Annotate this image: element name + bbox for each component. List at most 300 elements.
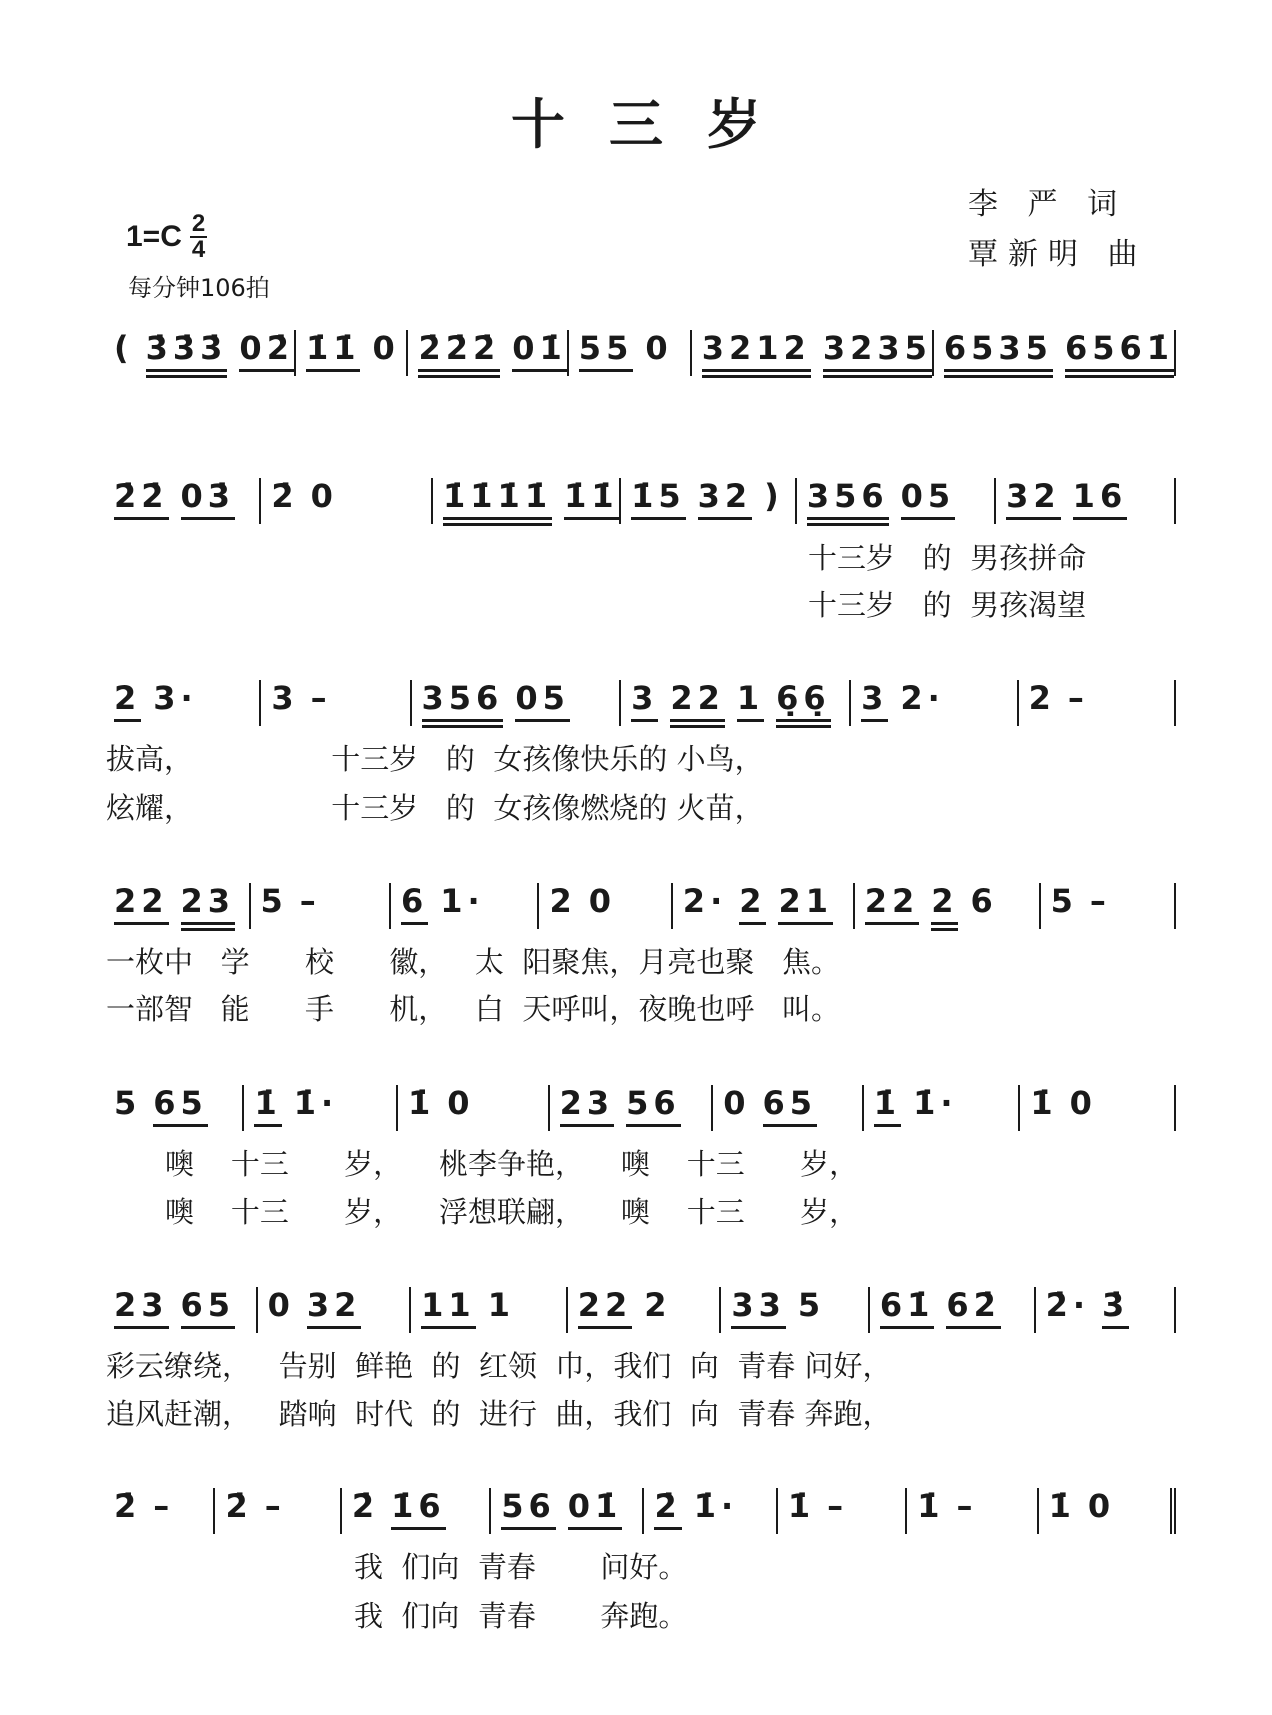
notes: 6: [970, 882, 998, 920]
beam-underline: [560, 1085, 615, 1127]
beam-underline: [422, 680, 504, 722]
measure: [251, 883, 391, 929]
measure: [215, 1488, 341, 1534]
note-group: [352, 1488, 379, 1524]
note-group: [1051, 883, 1078, 919]
notes: ): [764, 477, 784, 515]
notes: 3: [861, 679, 889, 717]
notes: 5: [260, 882, 288, 920]
beam-underline: [1073, 478, 1128, 520]
key-signature: [126, 212, 207, 262]
note-group: [698, 478, 753, 520]
beam-underline: [306, 330, 361, 372]
notes: 65: [180, 1286, 236, 1324]
notes: 2: [1028, 679, 1056, 717]
beam-underline: [763, 1085, 818, 1127]
beam-underline: [737, 680, 764, 722]
note-group: [408, 1085, 435, 1121]
note-group: [146, 330, 228, 378]
notes: 33: [731, 1286, 786, 1324]
note-group: [440, 883, 484, 919]
notes: 65: [153, 1084, 208, 1122]
note-group: [589, 883, 616, 919]
measure: [433, 478, 621, 524]
note-group: [114, 1287, 169, 1329]
note-group: [1006, 478, 1061, 520]
notes: 32: [697, 477, 753, 515]
notes: 1̇: [873, 1084, 902, 1122]
note-group: [401, 883, 428, 925]
note-group: [900, 680, 944, 716]
beam-underline: [1065, 330, 1174, 372]
beam-underline: [146, 330, 228, 378]
beam-underline: [944, 330, 1053, 372]
note-group: [114, 330, 134, 366]
staff-line: [104, 1488, 1176, 1548]
beam-underline: [578, 1287, 633, 1329]
beam-underline: [823, 330, 932, 372]
notes: 0: [1087, 1487, 1116, 1525]
note-group: [560, 1085, 615, 1127]
beam-underline: [515, 680, 570, 722]
beam-underline: [931, 883, 958, 931]
beam-underline: [254, 1085, 281, 1127]
note-group: [271, 478, 298, 514]
note-group: [626, 1085, 681, 1127]
note-group: [739, 883, 766, 925]
notes: –: [956, 1487, 978, 1525]
notes: 5: [797, 1286, 826, 1324]
measure: [539, 883, 672, 929]
notes: 1̇1̇1̇1̇: [443, 477, 553, 515]
note-group: [723, 1085, 750, 1121]
measure: [1019, 680, 1176, 726]
beam-underline: [114, 680, 141, 722]
beam-underline: [807, 478, 889, 520]
measure: [261, 478, 433, 524]
notes: 0: [588, 882, 616, 920]
notes: –: [827, 1487, 849, 1525]
staff-line: [104, 330, 1176, 390]
notes: –: [1089, 882, 1111, 920]
note-group: [788, 1488, 815, 1524]
measure: [934, 330, 1176, 376]
lyric-verse-2: 炫耀， 十三岁 的 女孩像燃烧的 火苗，: [106, 791, 764, 825]
note-group: [391, 1488, 446, 1530]
measure: [412, 680, 622, 726]
notes: 16: [1072, 477, 1128, 515]
note-group: [1088, 1488, 1115, 1524]
note-group: [1049, 1488, 1076, 1524]
notes: 2: [931, 882, 959, 920]
notes: 23: [114, 1286, 169, 1324]
beam-underline: [698, 478, 753, 520]
beam-underline: [1065, 330, 1174, 378]
beam-underline: [880, 1287, 935, 1329]
measure: [391, 883, 540, 929]
note-group: [578, 1287, 633, 1329]
note-group: [778, 883, 833, 925]
notes: 0: [267, 1286, 295, 1324]
beam-underline: [702, 330, 811, 378]
key-label: 1=C: [126, 220, 182, 253]
note-group: [311, 680, 332, 716]
note-group: [372, 330, 399, 366]
measure: [870, 1287, 1036, 1333]
note-group: [1068, 680, 1089, 716]
beam-underline: [501, 1488, 556, 1530]
beam-underline: [181, 883, 236, 931]
measure: [1020, 1085, 1176, 1131]
notes: 2: [644, 1286, 672, 1324]
beam-underline: [114, 1287, 169, 1329]
measure: [261, 680, 411, 726]
measure: [104, 883, 251, 929]
measure: [851, 680, 1019, 726]
note-group: [956, 1488, 977, 1524]
note-group: [254, 1085, 281, 1127]
notes: 01̇: [512, 329, 567, 367]
note-group: [239, 330, 294, 372]
note-group: [644, 1287, 671, 1323]
beam-underline: [702, 330, 811, 372]
beam-underline: [422, 680, 504, 728]
beam-underline: [823, 330, 932, 378]
notes: 1̇5: [631, 477, 686, 515]
note-group: [307, 1287, 362, 1329]
note-group: [153, 1488, 174, 1524]
measure: [721, 1287, 870, 1333]
measure: [104, 330, 296, 376]
beam-underline: [418, 330, 500, 372]
notes: 65: [762, 1084, 818, 1122]
measure: [104, 680, 261, 726]
notes: 6: [400, 882, 429, 920]
beam-underline: [391, 1488, 446, 1530]
notes: 2·: [900, 679, 945, 717]
beam-underline: [579, 330, 634, 372]
notes: 1̇·: [693, 1487, 739, 1525]
lyric-verse-1: 噢 十三 岁， 桃李争艳， 噢 十三 岁，: [165, 1147, 859, 1181]
note-group: [670, 680, 725, 728]
note-group: [512, 330, 567, 372]
note-group: [694, 1488, 738, 1524]
note-group: [807, 478, 889, 526]
note-group: [913, 1085, 957, 1121]
note-group: [181, 883, 236, 931]
measure: [864, 1085, 1021, 1131]
note-group: [564, 478, 619, 520]
note-group: [114, 883, 169, 925]
beam-underline: [776, 680, 831, 728]
notes: 1̇: [408, 1084, 436, 1122]
beam-underline: [443, 478, 552, 526]
song-title: 十三岁: [511, 92, 805, 156]
notes: 0: [372, 329, 400, 367]
beam-underline: [114, 478, 169, 520]
note-group: [917, 1488, 944, 1524]
measure: [104, 1287, 258, 1333]
note-group: [294, 1085, 338, 1121]
measure: [644, 1488, 777, 1534]
notes: 2̇: [271, 477, 299, 515]
notes: 3212: [701, 329, 811, 367]
note-group: [114, 1085, 141, 1121]
notes: 3̇: [1102, 1286, 1130, 1324]
beam-underline: [631, 478, 686, 520]
measure: [907, 1488, 1038, 1534]
beam-underline: [1102, 1287, 1129, 1329]
staff-line: [104, 680, 1176, 740]
notes: –: [1067, 679, 1089, 717]
note-group: [261, 883, 288, 919]
notes: 3·: [153, 679, 198, 717]
beam-underline: [944, 330, 1053, 378]
lyric-verse-2: 十三岁 的 男孩渴望: [808, 588, 1087, 622]
beam-underline: [181, 883, 236, 925]
note-group: [1070, 1085, 1097, 1121]
lyric-verse-2: 我 们向 青春 奔跑。: [354, 1599, 688, 1633]
note-group: [488, 1287, 515, 1323]
time-signature: [190, 212, 207, 262]
note-group: [731, 1287, 786, 1329]
note-group: [776, 680, 831, 728]
note-group: [764, 478, 784, 514]
notes: 1̇: [1030, 1084, 1058, 1122]
measure: [408, 330, 568, 376]
notes: 23: [559, 1084, 615, 1122]
notes: 3̇3̇3̇: [145, 329, 228, 367]
notes: 61̇: [879, 1286, 935, 1324]
beam-underline: [181, 1287, 236, 1329]
note-group: [443, 478, 552, 526]
beam-underline: [564, 478, 619, 520]
note-group: [549, 883, 576, 919]
measure: [996, 478, 1176, 524]
measure: [1036, 1287, 1176, 1333]
notes: 5: [1050, 882, 1078, 920]
measure: [692, 330, 934, 376]
note-group: [702, 330, 811, 378]
note-group: [153, 1085, 208, 1127]
notes: 6535: [943, 329, 1053, 367]
note-group: [737, 680, 764, 722]
measure: [621, 478, 797, 524]
beam-underline: [731, 1287, 786, 1329]
lyric-verse-1: 一枚中 学 校 徽， 太 阳聚焦，月亮也聚 焦。: [106, 945, 841, 979]
staff-line: [104, 1085, 1176, 1145]
note-group: [568, 1488, 623, 1530]
notes: 0: [723, 1084, 751, 1122]
notes: 0: [645, 329, 673, 367]
notes: 1̇: [1048, 1487, 1076, 1525]
note-group: [970, 883, 997, 919]
measure: [855, 883, 1041, 929]
notes: 356: [806, 477, 889, 515]
notes: 2̇2̇: [114, 477, 169, 515]
notes: –: [310, 679, 332, 717]
notes: 1: [487, 1286, 515, 1324]
notes: 1̇: [787, 1487, 816, 1525]
measure: [550, 1085, 714, 1131]
beam-underline: [807, 478, 889, 526]
notes: 21: [778, 882, 834, 920]
beam-underline: [901, 478, 956, 520]
measure: [491, 1488, 644, 1534]
measure: [244, 1085, 398, 1131]
beam-underline: [401, 883, 428, 925]
notes: 1̇1̇: [305, 329, 361, 367]
note-group: [827, 1488, 848, 1524]
credits: [968, 180, 1148, 280]
notes: 56: [501, 1487, 556, 1525]
time-bottom: 4: [191, 236, 206, 263]
notes: 2̇2̇2̇: [418, 329, 501, 367]
notes: 22: [670, 679, 725, 717]
beam-underline: [946, 1287, 1001, 1329]
beam-underline: [153, 1085, 208, 1127]
lyric-verse-1: 十三岁 的 男孩拼命: [808, 541, 1087, 575]
notes: 23: [180, 882, 236, 920]
note-group: [1102, 1287, 1129, 1329]
measure: [1041, 883, 1176, 929]
notes: 2̇·: [1045, 1286, 1090, 1324]
note-group: [225, 1488, 252, 1524]
note-group: [181, 1287, 236, 1329]
notes: 11: [421, 1286, 476, 1324]
beam-underline: [307, 1287, 362, 1329]
notes: 22: [114, 882, 169, 920]
notes: 1̇1̇: [564, 477, 619, 515]
lyric-verse-1: 我 们向 青春 问好。: [354, 1550, 688, 1584]
notes: 2̇: [114, 1487, 142, 1525]
notes: 32: [1006, 477, 1061, 515]
time-top: 2: [191, 210, 206, 237]
beam-underline: [418, 330, 500, 378]
beam-underline: [670, 680, 725, 722]
lyricist: 李 严 词: [968, 187, 1128, 222]
notes: 1̇: [917, 1487, 945, 1525]
notes: 356: [421, 679, 504, 717]
notes: 05: [515, 679, 570, 717]
note-group: [418, 330, 500, 378]
measure: [258, 1287, 412, 1333]
note-group: [861, 680, 888, 722]
note-group: [654, 1488, 681, 1530]
notes: 2: [549, 882, 577, 920]
beam-underline: [443, 478, 552, 520]
notes: 2·: [682, 882, 728, 920]
notes: –: [264, 1487, 286, 1525]
note-group: [300, 883, 321, 919]
beam-underline: [778, 883, 833, 925]
note-group: [501, 1488, 556, 1530]
notes: 32: [306, 1286, 362, 1324]
notes: 6561̇: [1064, 329, 1174, 367]
notes: 6̣6̣: [776, 679, 831, 717]
note-group: [1065, 330, 1174, 378]
note-group: [265, 1488, 286, 1524]
beam-underline: [631, 680, 658, 722]
beam-underline: [654, 1488, 681, 1530]
measure: [411, 1287, 568, 1333]
note-group: [931, 883, 958, 931]
measure: [104, 1085, 244, 1131]
note-group: [271, 680, 298, 716]
note-group: [268, 1287, 295, 1323]
note-group: [579, 330, 634, 372]
notes: 56: [626, 1084, 681, 1122]
measure: [342, 1488, 491, 1534]
note-group: [114, 478, 169, 520]
notes: 55: [578, 329, 634, 367]
note-group: [880, 1287, 935, 1329]
measure: [296, 330, 409, 376]
notes: 2̇: [654, 1487, 682, 1525]
notes: 22: [577, 1286, 633, 1324]
notes: 1: [736, 679, 765, 717]
notes: 05: [900, 477, 956, 515]
beam-underline: [421, 1287, 476, 1329]
beam-underline: [874, 1085, 901, 1127]
note-group: [114, 1488, 141, 1524]
beam-underline: [181, 478, 236, 520]
beam-underline: [861, 680, 888, 722]
note-group: [1073, 478, 1128, 520]
beam-underline: [776, 680, 831, 722]
lyric-verse-1: 彩云缭绕， 告别 鲜艳 的 红领 巾，我们 向 青春 问好，: [106, 1349, 892, 1383]
notes: 62̇: [946, 1286, 1001, 1324]
notes: 03̇: [180, 477, 236, 515]
measure: [778, 1488, 907, 1534]
note-group: [153, 680, 197, 716]
beam-underline: [146, 330, 228, 372]
lyric-verse-2: 噢 十三 岁， 浮想联翩， 噢 十三 岁，: [165, 1195, 859, 1229]
notes: 3235: [822, 329, 932, 367]
staff-line: [104, 883, 1176, 943]
measure: [104, 1488, 215, 1534]
staff-line: [104, 478, 1176, 538]
notes: 0: [310, 477, 338, 515]
composer: 覃新明 曲: [968, 237, 1148, 272]
note-group: [1090, 883, 1111, 919]
notes: 1̇6: [391, 1487, 446, 1525]
tempo: 每分钟106拍: [128, 274, 270, 302]
notes: 01̇: [567, 1487, 623, 1525]
notes: –: [153, 1487, 175, 1525]
notes: 1̇: [254, 1084, 282, 1122]
note-group: [114, 680, 141, 722]
note-group: [447, 1085, 474, 1121]
notes: 3: [631, 679, 659, 717]
notes: 1·: [440, 882, 485, 920]
beam-underline: [114, 883, 169, 925]
note-group: [421, 1287, 476, 1329]
measure: [621, 680, 851, 726]
beam-underline: [931, 883, 958, 925]
notes: 3: [271, 679, 299, 717]
staff-line: [104, 1287, 1176, 1347]
beam-underline: [865, 883, 920, 925]
note-group: [306, 330, 361, 372]
beam-underline: [1006, 478, 1061, 520]
notes: 02̇: [239, 329, 294, 367]
note-group: [944, 330, 1053, 378]
notes: 0: [1069, 1084, 1097, 1122]
note-group: [1030, 1085, 1057, 1121]
beam-underline: [512, 330, 567, 372]
measure: [1039, 1488, 1176, 1534]
